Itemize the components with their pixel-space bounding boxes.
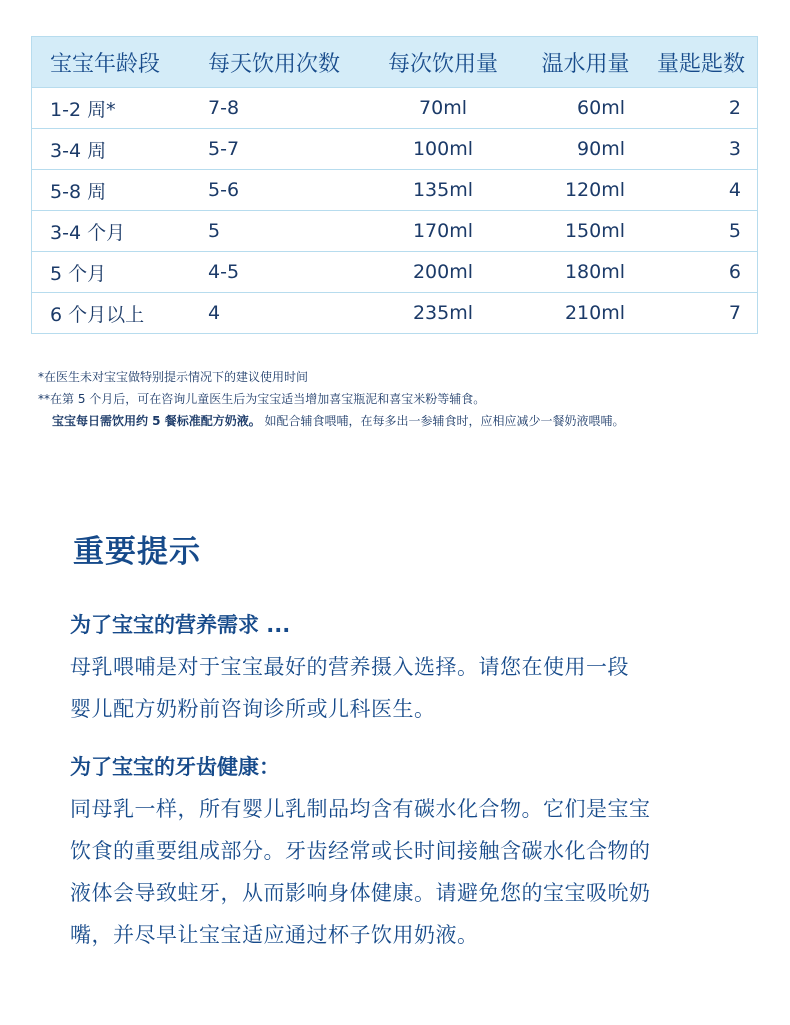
dental-line: 液体会导致蛀牙，从而影响身体健康。请避免您的宝宝吸吮奶 (70, 881, 651, 905)
header-age: 宝宝年龄段 (32, 37, 201, 88)
cell-times: 4-5 (200, 252, 368, 293)
cell-age: 3-4 个月 (32, 211, 201, 252)
cell-amount: 100ml (368, 129, 518, 170)
cell-scoops: 2 (653, 88, 758, 129)
cell-scoops: 6 (653, 252, 758, 293)
cell-times: 5 (200, 211, 368, 252)
cell-water: 90ml (518, 129, 653, 170)
nutrition-line: 母乳喂哺是对于宝宝最好的营养摄入选择。请您在使用一段 (70, 655, 629, 679)
cell-scoops: 4 (653, 170, 758, 211)
footnote-2: **在第 5 个月后，可在咨询儿童医生后为宝宝适当增加喜宝瓶泥和喜宝米粉等辅食。 (38, 392, 486, 406)
cell-age: 6 个月以上 (32, 293, 201, 334)
footnote-1: *在医生未对宝宝做特别提示情况下的建议使用时间 (38, 370, 309, 384)
footnotes (38, 366, 625, 432)
cell-amount: 135ml (368, 170, 518, 211)
dental-heading: 为了宝宝的牙齿健康： (70, 755, 280, 779)
nutrition-section (70, 604, 750, 730)
footnote-3-rest: 如配合辅食喂哺，在每多出一参辅食时，应相应减少一餐奶液喂哺。 (260, 414, 625, 428)
cell-age: 3-4 周 (32, 129, 201, 170)
cell-scoops: 5 (653, 211, 758, 252)
header-times-per-day: 每天饮用次数 (200, 37, 368, 88)
cell-amount: 200ml (368, 252, 518, 293)
cell-water: 180ml (518, 252, 653, 293)
cell-scoops: 7 (653, 293, 758, 334)
cell-times: 7-8 (200, 88, 368, 129)
dental-section (70, 746, 750, 956)
nutrition-heading: 为了宝宝的营养需求 ... (70, 613, 291, 637)
table-row (32, 211, 758, 252)
header-water-amount: 温水用量 (518, 37, 653, 88)
table-header-row (32, 37, 758, 88)
cell-amount: 70ml (368, 88, 518, 129)
cell-water: 210ml (518, 293, 653, 334)
cell-age: 5 个月 (32, 252, 201, 293)
cell-amount: 235ml (368, 293, 518, 334)
cell-scoops: 3 (653, 129, 758, 170)
table-row (32, 170, 758, 211)
nutrition-line: 婴儿配方奶粉前咨询诊所或儿科医生。 (70, 697, 436, 721)
cell-water: 120ml (518, 170, 653, 211)
table-row (32, 129, 758, 170)
important-tips-title: 重要提示 (73, 534, 201, 570)
cell-times: 5-6 (200, 170, 368, 211)
table-row (32, 293, 758, 334)
footnote-3-bold: 宝宝每日需饮用约 5 餐标准配方奶液。 (52, 414, 261, 428)
dental-line: 嘴，并尽早让宝宝适应通过杯子饮用奶液。 (70, 923, 479, 947)
cell-amount: 170ml (368, 211, 518, 252)
cell-age: 1-2 周* (32, 88, 201, 129)
cell-water: 60ml (518, 88, 653, 129)
table-row (32, 88, 758, 129)
cell-age: 5-8 周 (32, 170, 201, 211)
header-scoops: 量匙匙数 (653, 37, 758, 88)
header-amount-per-feed: 每次饮用量 (368, 37, 518, 88)
feeding-table (31, 36, 758, 334)
cell-times: 4 (200, 293, 368, 334)
cell-water: 150ml (518, 211, 653, 252)
footnote-3 (38, 410, 625, 432)
table-row (32, 252, 758, 293)
cell-times: 5-7 (200, 129, 368, 170)
dental-line: 同母乳一样，所有婴儿乳制品均含有碳水化合物。它们是宝宝 (70, 797, 651, 821)
dental-line: 饮食的重要组成部分。牙齿经常或长时间接触含碳水化合物的 (70, 839, 651, 863)
